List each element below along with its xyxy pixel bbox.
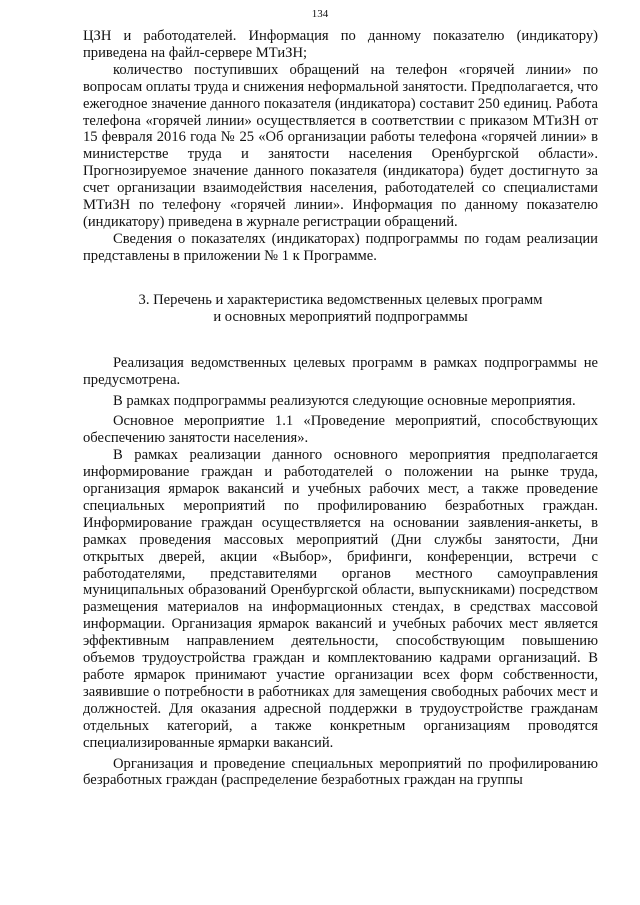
- paragraph-hotline: количество поступивших обращений на телефон «горячей линии» по вопросам оплаты труда и снижения неформальной занятости. Предполагается, что ежегодное значение данного показателя (индикатора) составит 250 единиц. Работа телефона «горячей линии» осуществляется в соответствии с приказом МТиЗН от 15 февраля 2016 года № 25 «Об организации работы телефона «горячей линии» в министерстве труда и занятости населения Оренбургской области». Прогнозируемое значение данного показателя (индикатора) будет достигнуто за счет организации взаимодействия населения, работодателей со специалистами МТиЗН по телефону «горячей линии». Информация по данному показателю (индикатору) приведена в журнале регистрации обращений.: [83, 61, 598, 230]
- page-number: 134: [311, 8, 329, 20]
- paragraph-profiling: Организация и проведение специальных мероприятий по профилированию безработных граждан (распределение безработных граждан на группы: [83, 755, 598, 789]
- paragraph-activity-description: В рамках реализации данного основного мероприятия предполагается информирование граждан и работодателей о положении на рынке труда, организация ярмарок вакансий и учебных рабочих мест, а также проведение специальных мероприятий по профилированию безработных граждан. Информирование граждан осуществляется на основании заявления-анкеты, в рамках проведения массовых мероприятий (Дни службы занятости, Дни открытых дверей, акции «Выбор», брифинги, конференции, встречи с работодателями, представителями органов местного самоуправления муниципальных образований Оренбургской области, выпускниками) посредством размещения материалов на информационных стендах, в средствах массовой информации. Организация ярмарок вакансий и учебных рабочих мест является эффективным направлением деятельности, способствующим повышению объемов трудоустройства граждан и комплектованию кадрами организаций. В работе ярмарок принимают участие организации всех форм собственности, заявившие о потребности в работниках для замещения свободных рабочих мест и должностей. Для оказания адресной поддержки в трудоустройстве гражданам отдельных категорий, а также конкретным организациям проводятся специализированные ярмарки вакансий.: [83, 447, 598, 751]
- paragraph-main-activities: В рамках подпрограммы реализуются следующие основные мероприятия.: [113, 392, 576, 409]
- section-heading: [83, 292, 598, 326]
- paragraph-activity-1-1: Основное мероприятие 1.1 «Проведение мероприятий, способствующих обеспечению занятости населения».: [83, 413, 598, 447]
- paragraph-vcp: Реализация ведомственных целевых программ в рамках подпрограммы не предусмотрена.: [83, 354, 598, 388]
- document-body: [83, 28, 598, 789]
- paragraph-cont: ЦЗН и работодателей. Информация по данному показателю (индикатору) приведена на файл-сервере МТиЗН;: [83, 28, 598, 61]
- section-heading-line-1: 3. Перечень и характеристика ведомственных целевых программ: [138, 291, 543, 308]
- section-heading-line-2: и основных мероприятий подпрограммы: [213, 308, 468, 325]
- paragraph-indicators-info: Сведения о показателях (индикаторах) подпрограммы по годам реализации представлены в приложении № 1 к Программе.: [83, 230, 598, 264]
